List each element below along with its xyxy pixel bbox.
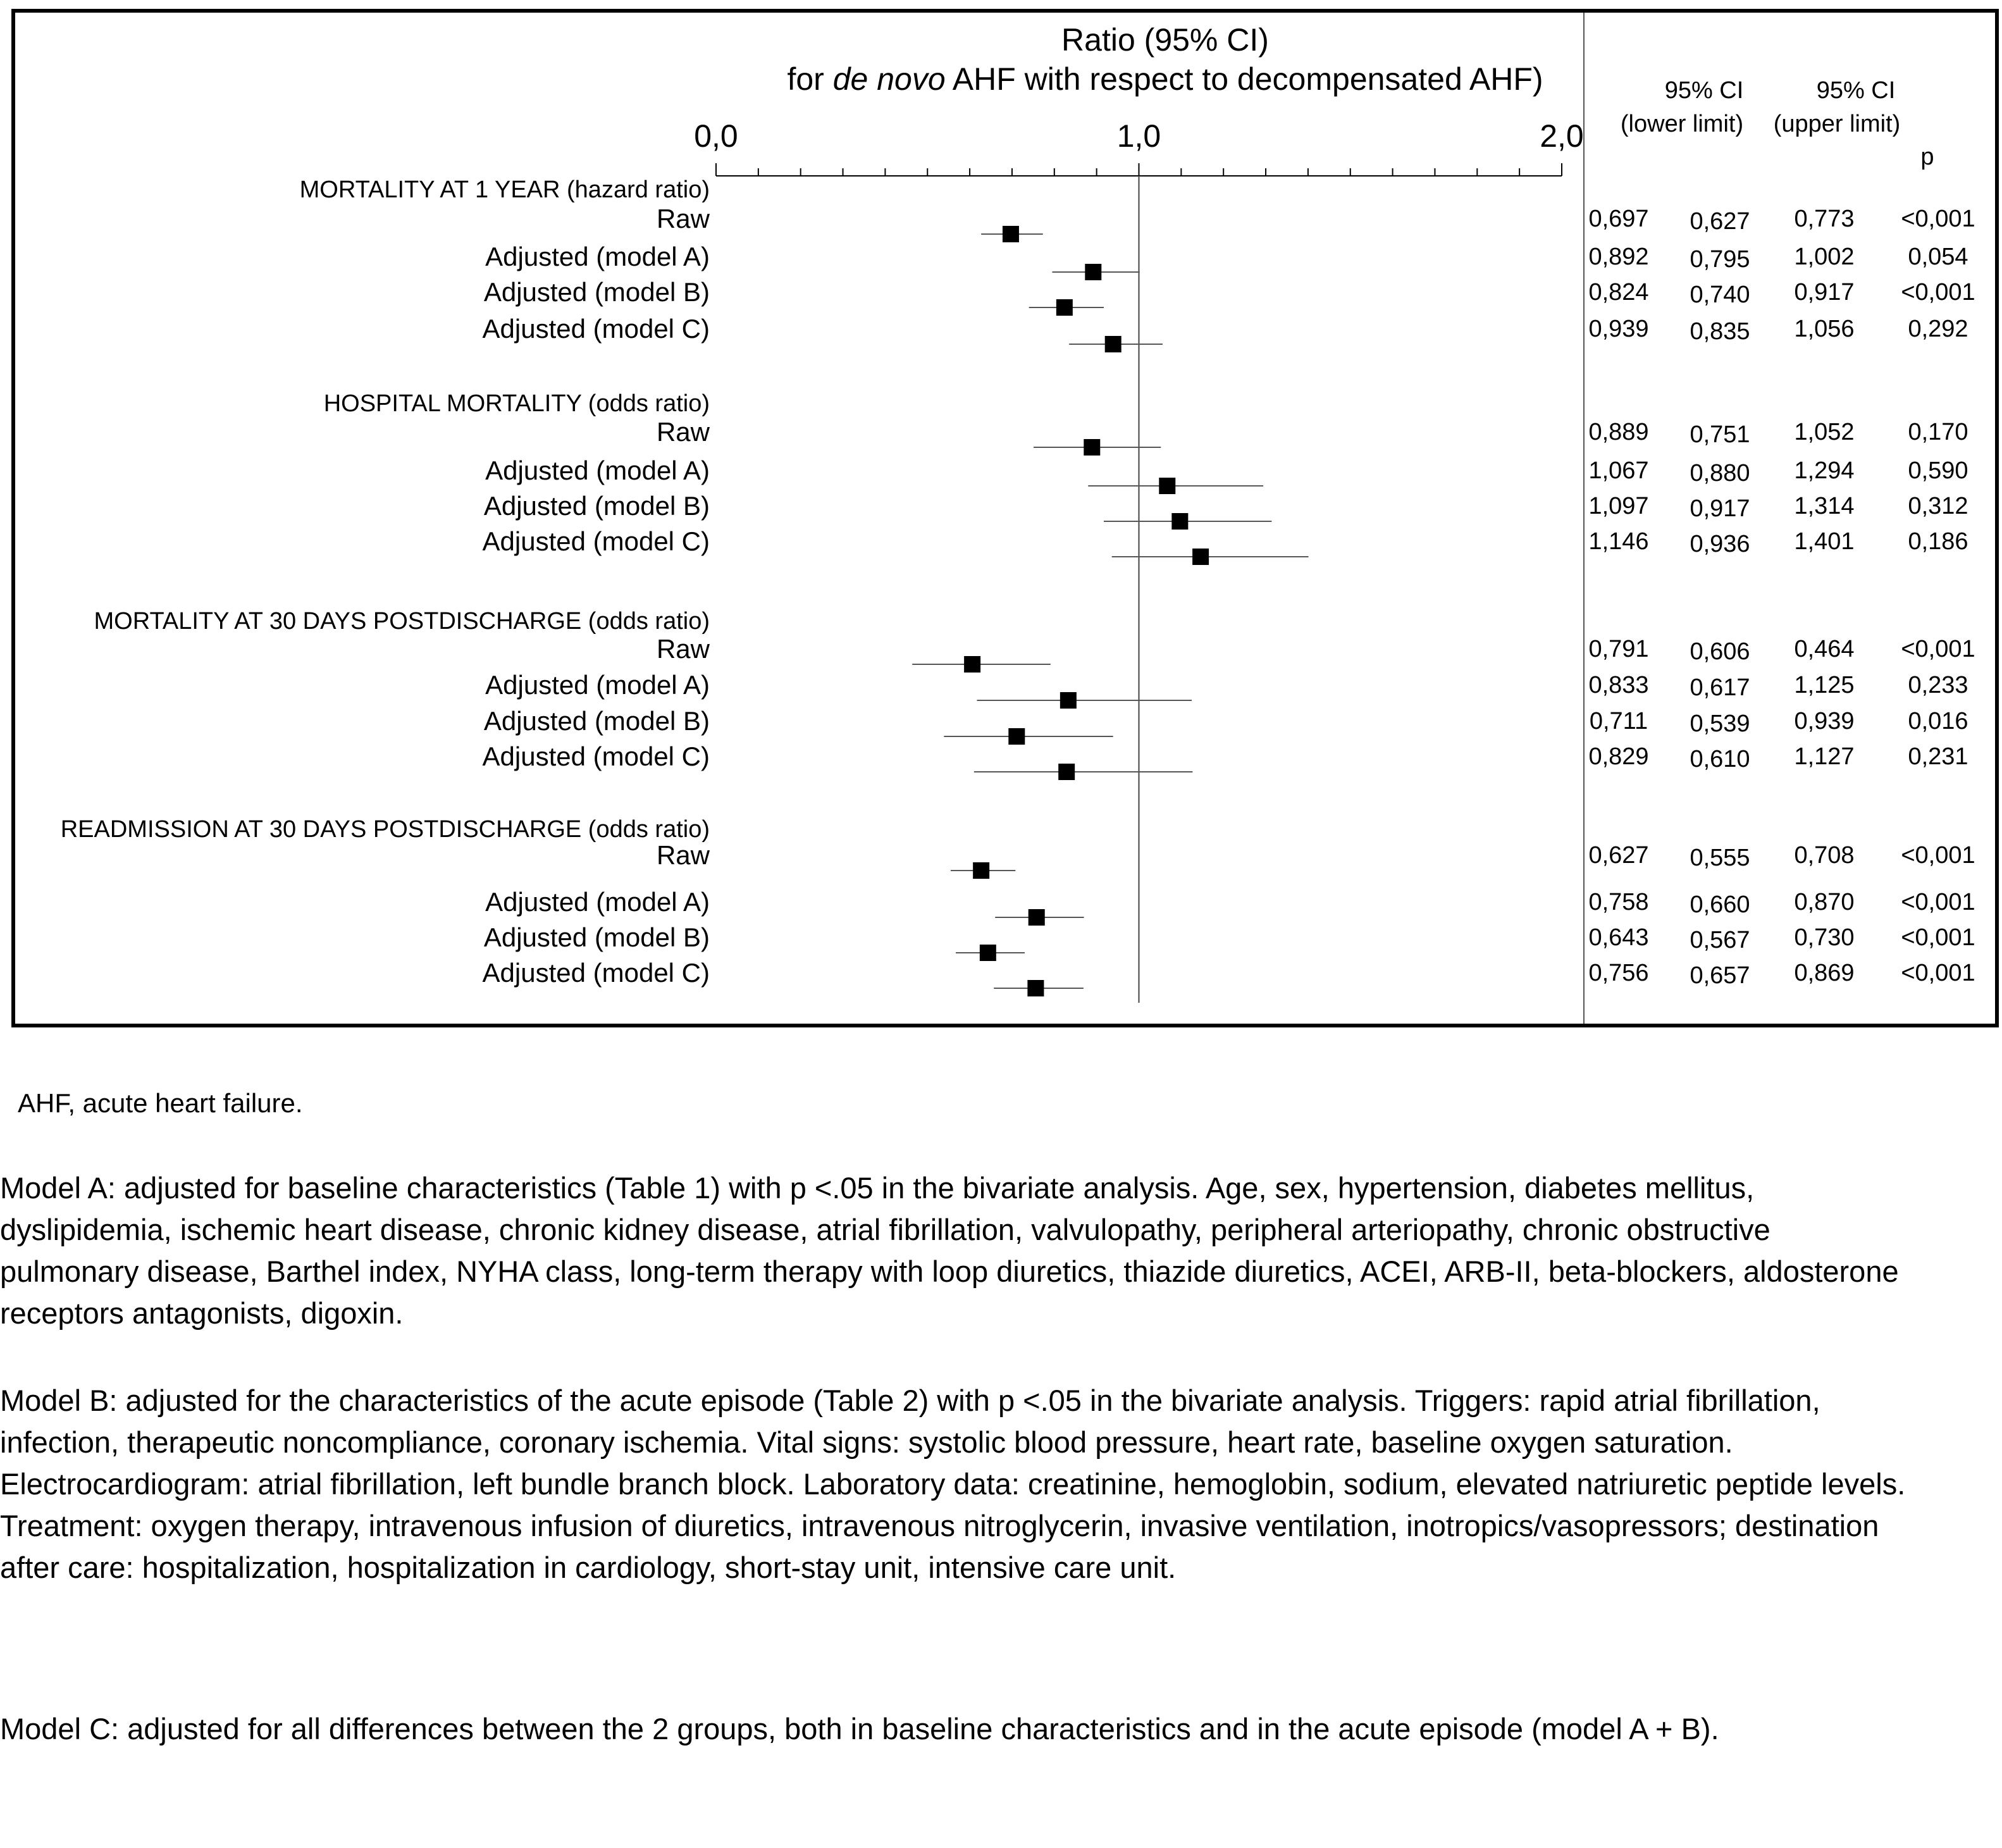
- point-estimate-marker: [1085, 264, 1101, 280]
- ci-lower-value: 0,740: [1690, 282, 1750, 308]
- estimate-value: 0,791: [1588, 636, 1649, 662]
- point-estimate-marker: [1003, 226, 1019, 242]
- row-label: Adjusted (model C): [482, 526, 710, 556]
- group-label: MORTALITY AT 1 YEAR (hazard ratio): [299, 177, 710, 203]
- ci-upper-value: 0,730: [1794, 924, 1855, 951]
- model-b-note: Model B: adjusted for the characteristics of the acute episode (Table 2) with p <.05 in the bivariate analysis. Triggers: rapid atrial fibrillation, infection, therapeutic noncompliance, coronary ischemia. Vital signs: systolic blood pressure, heart rate, baseline oxygen saturation. Electrocardiogram: atrial fibrillation, left bundle branch block. Laboratory data: creatinine, hemoglobin, sodium, elevated natriuretic peptide levels. Treatment: oxygen therapy, intravenous infusion of diuretics, intravenous nitroglycerin, invasive ventilation, inotropics/vasopressors; destination after care: hospitalization, hospitalization in cardiology, short-stay unit, intensive care unit.: [0, 1384, 1906, 1584]
- ci-upper-value: 0,939: [1794, 708, 1855, 735]
- group-label: HOSPITAL MORTALITY (odds ratio): [323, 390, 710, 417]
- p-value: 0,292: [1908, 316, 1968, 342]
- row-label: Adjusted (model B): [483, 277, 710, 307]
- ci-lower-value: 0,936: [1690, 531, 1750, 557]
- ci-upper-value: 0,917: [1794, 279, 1855, 306]
- ci-upper-value: 1,401: [1794, 528, 1855, 555]
- values-layer: [1588, 206, 1975, 989]
- row-label: Adjusted (model C): [482, 958, 710, 988]
- row-label: Adjusted (model B): [483, 706, 710, 736]
- point-estimate-marker: [1029, 909, 1045, 926]
- ci-lower-value: 0,627: [1690, 208, 1750, 235]
- row-label: Adjusted (model A): [485, 242, 710, 271]
- labels-layer: [61, 177, 710, 988]
- ci-lower-value: 0,880: [1690, 460, 1750, 487]
- ci-upper-value: 1,052: [1794, 419, 1855, 445]
- row-label: Adjusted (model B): [483, 491, 710, 521]
- p-value: <0,001: [1901, 206, 1975, 232]
- estimate-value: 0,829: [1588, 743, 1649, 770]
- ci-lower-value: 0,567: [1690, 927, 1750, 953]
- row-label: Adjusted (model A): [485, 887, 710, 917]
- ci-lower-value: 0,660: [1690, 891, 1750, 918]
- group-label: MORTALITY AT 30 DAYS POSTDISCHARGE (odds ratio): [94, 608, 710, 635]
- estimate-value: 0,892: [1588, 244, 1649, 270]
- p-value: 0,312: [1908, 493, 1968, 519]
- point-estimate-marker: [1058, 764, 1075, 780]
- ci-lower-value: 0,606: [1690, 638, 1750, 665]
- ci-upper-value: 1,127: [1794, 743, 1855, 770]
- row-label: Raw: [656, 634, 710, 664]
- ci-upper-value: 0,773: [1794, 206, 1855, 232]
- p-value: 0,016: [1908, 708, 1968, 735]
- point-estimate-marker: [1027, 980, 1044, 996]
- row-label: Raw: [656, 840, 710, 870]
- p-value: 0,054: [1908, 244, 1968, 270]
- p-value: <0,001: [1901, 924, 1975, 951]
- point-estimate-marker: [1171, 513, 1188, 530]
- group-label: READMISSION AT 30 DAYS POSTDISCHARGE (odds ratio): [60, 816, 710, 843]
- p-value: 0,233: [1908, 672, 1968, 698]
- chart-title-line2-italic: de novo: [832, 61, 946, 97]
- ci-upper-value: 1,314: [1794, 493, 1855, 519]
- ci-upper-value: 0,464: [1794, 636, 1855, 662]
- estimate-value: 0,824: [1588, 279, 1649, 306]
- estimate-value: 0,758: [1588, 889, 1649, 915]
- chart-title-line2: [787, 61, 1543, 97]
- p-value: 0,590: [1908, 457, 1968, 484]
- abbreviation-note: AHF, acute heart failure.: [18, 1088, 303, 1118]
- model-a-note: Model A: adjusted for baseline characteristics (Table 1) with p <.05 in the bivariate analysis. Age, sex, hypertension, diabetes mellitus, dyslipidemia, ischemic heart disease, chronic kidney disease, atrial fibrillation, valvulopathy, peripheral arteriopathy, chronic obstructive pulmonary disease, Barthel index, NYHA class, long-term therapy with loop diuretics, thiazide diuretics, ACEI, ARB-II, beta-blockers, aldosterone receptors antagonists, digoxin.: [0, 1171, 1899, 1330]
- p-value: <0,001: [1901, 636, 1975, 662]
- estimate-value: 0,939: [1588, 316, 1649, 342]
- x-tick-label: 0,0: [694, 118, 738, 154]
- row-label: Adjusted (model A): [485, 456, 710, 485]
- ci-lower-value: 0,617: [1690, 674, 1750, 701]
- ci-lower-header-line1: 95% CI: [1664, 77, 1744, 104]
- point-estimate-marker: [1105, 336, 1121, 352]
- ci-upper-value: 0,708: [1794, 842, 1855, 869]
- p-value: <0,001: [1901, 842, 1975, 869]
- ci-lower-header-line2: (lower limit): [1620, 111, 1744, 137]
- ci-upper-value: 0,869: [1794, 960, 1855, 986]
- ci-upper-header-line2: (upper limit): [1773, 111, 1901, 137]
- x-tick-label: 1,0: [1116, 118, 1161, 154]
- ci-upper-value: 1,125: [1794, 672, 1855, 698]
- estimate-value: 0,889: [1588, 419, 1649, 445]
- p-value: <0,001: [1901, 960, 1975, 986]
- ci-lower-value: 0,555: [1690, 845, 1750, 871]
- point-estimate-marker: [1056, 299, 1073, 316]
- chart-title-line1: Ratio (95% CI): [1061, 22, 1269, 58]
- ci-upper-value: 0,870: [1794, 889, 1855, 915]
- p-value: <0,001: [1901, 279, 1975, 306]
- forest-plot-frame: [11, 9, 1999, 1027]
- ci-upper-value: 1,056: [1794, 316, 1855, 342]
- estimate-value: 1,067: [1588, 457, 1649, 484]
- ci-lower-value: 0,917: [1690, 495, 1750, 522]
- point-estimate-marker: [980, 945, 996, 961]
- point-estimate-marker: [1192, 549, 1209, 565]
- point-estimate-marker: [973, 862, 989, 879]
- estimate-value: 1,146: [1588, 528, 1649, 555]
- ci-lower-value: 0,795: [1690, 246, 1750, 273]
- row-label: Adjusted (model A): [485, 670, 710, 700]
- p-value: 0,186: [1908, 528, 1968, 555]
- ci-lower-value: 0,539: [1690, 710, 1750, 737]
- p-header: p: [1920, 144, 1934, 170]
- estimate-value: 0,643: [1588, 924, 1649, 951]
- point-estimate-marker: [1060, 692, 1077, 709]
- row-label: Raw: [656, 204, 710, 233]
- estimate-value: 0,756: [1588, 960, 1649, 986]
- row-label: Adjusted (model B): [483, 922, 710, 952]
- ci-lower-value: 0,835: [1690, 318, 1750, 345]
- chart-title-line2-pre: for: [787, 61, 833, 97]
- p-value: 0,231: [1908, 743, 1968, 770]
- ci-lower-value: 0,751: [1690, 421, 1750, 448]
- ci-upper-value: 1,002: [1794, 244, 1855, 270]
- estimate-value: 0,627: [1588, 842, 1649, 869]
- model-c-note: Model C: adjusted for all differences between the 2 groups, both in baseline characteristics and in the acute episode (model A + B).: [0, 1712, 1719, 1746]
- point-estimate-marker: [964, 656, 980, 673]
- x-tick-label: 2,0: [1540, 118, 1584, 154]
- estimate-value: 0,711: [1589, 708, 1648, 735]
- row-label: Adjusted (model C): [482, 741, 710, 771]
- point-estimate-marker: [1159, 478, 1175, 494]
- ci-lower-value: 0,657: [1690, 962, 1750, 989]
- point-estimate-marker: [1084, 439, 1100, 456]
- forest-plot: [15, 13, 1995, 1024]
- p-value: 0,170: [1908, 419, 1968, 445]
- ci-upper-header-line1: 95% CI: [1816, 77, 1896, 104]
- row-label: Adjusted (model C): [482, 314, 710, 344]
- marks-layer: [912, 226, 1308, 996]
- estimate-value: 1,097: [1588, 493, 1649, 519]
- estimate-value: 0,697: [1588, 206, 1649, 232]
- row-label: Raw: [656, 417, 710, 447]
- ci-lower-value: 0,610: [1690, 746, 1750, 772]
- estimate-value: 0,833: [1588, 672, 1649, 698]
- chart-title-line2-post: AHF with respect to decompensated AHF): [945, 61, 1543, 97]
- p-value: <0,001: [1901, 889, 1975, 915]
- ci-upper-value: 1,294: [1794, 457, 1855, 484]
- axis-layer: [694, 118, 1584, 1003]
- point-estimate-marker: [1008, 728, 1025, 745]
